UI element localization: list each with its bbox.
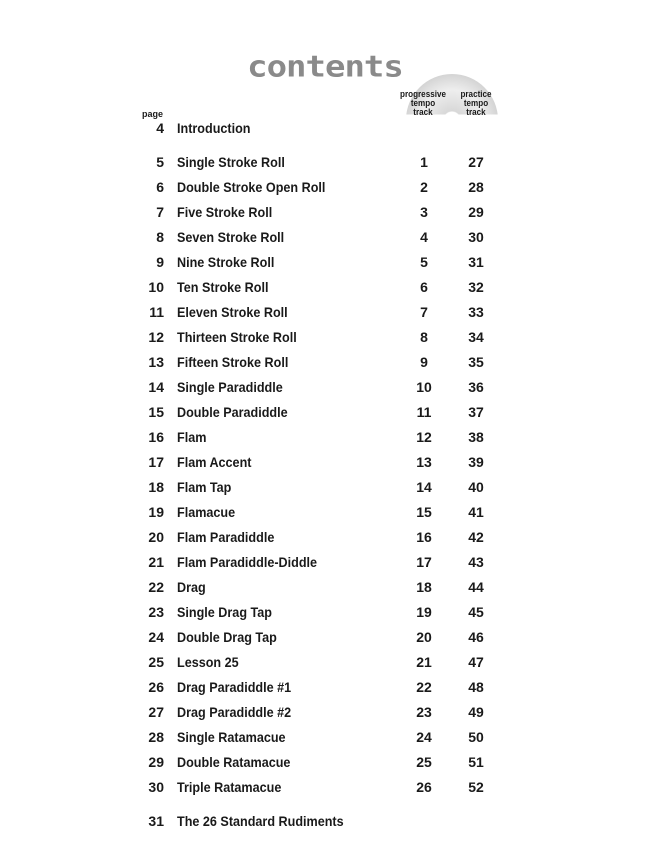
entry-title: Drag Paradiddle #1 (177, 679, 292, 695)
practice-track-number: 29 (468, 204, 484, 220)
toc-entry[interactable] (0, 178, 648, 196)
progressive-track-number: 17 (416, 554, 432, 570)
entry-title: Thirteen Stroke Roll (177, 329, 297, 345)
entry-title: Flam Paradiddle-Diddle (177, 554, 318, 570)
practice-track-number: 30 (468, 229, 484, 245)
practice-track-number: 37 (468, 404, 484, 420)
practice-track-number: 35 (468, 354, 484, 370)
page-number: 27 (148, 704, 164, 720)
page-number: 4 (156, 120, 164, 136)
page-number: 22 (148, 579, 164, 595)
toc-entry[interactable] (0, 453, 648, 471)
practice-track-number: 47 (468, 654, 484, 670)
toc-entry[interactable] (0, 628, 648, 646)
page-number: 21 (148, 554, 164, 570)
toc-entry[interactable] (0, 778, 648, 796)
page-number: 23 (148, 604, 164, 620)
page-number: 6 (156, 179, 164, 195)
practice-track-number: 34 (468, 329, 484, 345)
page-number: 5 (156, 154, 164, 170)
toc-entry[interactable] (0, 428, 648, 446)
practice-track-number: 31 (468, 254, 484, 270)
toc-entry[interactable] (0, 478, 648, 496)
practice-track-number: 45 (468, 604, 484, 620)
page-number: 28 (148, 729, 164, 745)
entry-title: Eleven Stroke Roll (177, 304, 288, 320)
entry-title: Flam Paradiddle (177, 529, 275, 545)
practice-track-header (456, 90, 496, 117)
entry-title: Lesson 25 (177, 654, 239, 670)
entry-title: Introduction (177, 120, 251, 136)
progressive-track-number: 26 (416, 779, 432, 795)
entry-title: Five Stroke Roll (177, 204, 273, 220)
page-number: 19 (148, 504, 164, 520)
toc-entry[interactable] (0, 503, 648, 521)
toc-entry[interactable] (0, 653, 648, 671)
header-line: progressive (400, 89, 446, 99)
toc-entry[interactable] (0, 528, 648, 546)
entry-title: Single Paradiddle (177, 379, 283, 395)
practice-track-number: 38 (468, 429, 484, 445)
progressive-track-number: 3 (420, 204, 428, 220)
practice-track-number: 41 (468, 504, 484, 520)
page-number: 20 (148, 529, 164, 545)
page-number: 16 (148, 429, 164, 445)
toc-entry[interactable] (0, 253, 648, 271)
page-number: 26 (148, 679, 164, 695)
toc-entry[interactable] (0, 553, 648, 571)
page-number: 18 (148, 479, 164, 495)
page-number: 31 (148, 813, 164, 829)
progressive-track-number: 14 (416, 479, 432, 495)
entry-title: Drag Paradiddle #2 (177, 704, 292, 720)
entry-title: Double Stroke Open Roll (177, 179, 326, 195)
progressive-track-number: 24 (416, 729, 432, 745)
page-number: 7 (156, 204, 164, 220)
toc-entry[interactable] (0, 353, 648, 371)
progressive-track-number: 9 (420, 354, 428, 370)
toc-entry[interactable] (0, 403, 648, 421)
entry-title: Double Ratamacue (177, 754, 291, 770)
progressive-track-number: 16 (416, 529, 432, 545)
page-number: 12 (148, 329, 164, 345)
outro-entry[interactable] (0, 812, 648, 830)
practice-track-number: 32 (468, 279, 484, 295)
header-line: track (466, 107, 486, 117)
practice-track-number: 40 (468, 479, 484, 495)
progressive-track-number: 19 (416, 604, 432, 620)
practice-track-number: 51 (468, 754, 484, 770)
entry-title: Flam Tap (177, 479, 232, 495)
progressive-track-number: 11 (416, 404, 432, 420)
toc-entry[interactable] (0, 678, 648, 696)
header-line: practice (460, 89, 492, 99)
progressive-track-number: 4 (420, 229, 428, 245)
entry-title: Ten Stroke Roll (177, 279, 269, 295)
practice-track-number: 49 (468, 704, 484, 720)
progressive-track-number: 15 (416, 504, 432, 520)
practice-track-number: 36 (468, 379, 484, 395)
toc-entry[interactable] (0, 578, 648, 596)
progressive-track-number: 20 (416, 629, 432, 645)
practice-track-number: 27 (468, 154, 484, 170)
progressive-track-number: 21 (416, 654, 432, 670)
entry-title: Single Stroke Roll (177, 154, 285, 170)
entry-title: Single Drag Tap (177, 604, 272, 620)
toc-entry[interactable] (0, 703, 648, 721)
entry-title: The 26 Standard Rudiments (177, 813, 344, 829)
toc-entry[interactable] (0, 328, 648, 346)
toc-entry[interactable] (0, 753, 648, 771)
toc-entry[interactable] (0, 153, 648, 171)
practice-track-number: 50 (468, 729, 484, 745)
progressive-track-number: 22 (416, 679, 432, 695)
entry-title: Triple Ratamacue (177, 779, 282, 795)
practice-track-number: 43 (468, 554, 484, 570)
entry-title: Single Ratamacue (177, 729, 286, 745)
practice-track-number: 48 (468, 679, 484, 695)
progressive-track-number: 5 (420, 254, 428, 270)
page-number: 10 (148, 279, 164, 295)
toc-entry[interactable] (0, 378, 648, 396)
page-number: 30 (148, 779, 164, 795)
toc-entry[interactable] (0, 303, 648, 321)
page-title: contents (247, 50, 403, 84)
toc-entry[interactable] (0, 603, 648, 621)
page-number: 17 (148, 454, 164, 470)
entry-title: Flamacue (177, 504, 236, 520)
page-number: 8 (156, 229, 164, 245)
practice-track-number: 28 (468, 179, 484, 195)
progressive-track-number: 6 (420, 279, 428, 295)
intro-entry[interactable] (0, 119, 648, 137)
page-number: 29 (148, 754, 164, 770)
entry-title: Nine Stroke Roll (177, 254, 275, 270)
page-number: 9 (156, 254, 164, 270)
page-number: 24 (148, 629, 164, 645)
header-line: tempo (463, 98, 489, 108)
page-number: 14 (148, 379, 164, 395)
header-line: tempo (410, 98, 436, 108)
entry-title: Seven Stroke Roll (177, 229, 285, 245)
progressive-track-number: 1 (420, 154, 428, 170)
page-number: 25 (148, 654, 164, 670)
page-number: 15 (148, 404, 164, 420)
practice-track-number: 44 (468, 579, 484, 595)
progressive-track-number: 2 (420, 179, 428, 195)
practice-track-number: 42 (468, 529, 484, 545)
progressive-track-number: 12 (416, 429, 432, 445)
practice-track-number: 52 (468, 779, 484, 795)
progressive-track-number: 25 (416, 754, 432, 770)
page-number: 13 (148, 354, 164, 370)
entry-title: Drag (177, 579, 206, 595)
progressive-track-number: 7 (420, 304, 428, 320)
progressive-track-number: 18 (416, 579, 432, 595)
practice-track-number: 46 (468, 629, 484, 645)
toc-entry[interactable] (0, 228, 648, 246)
header-line: track (413, 107, 433, 117)
page-column-label: page (142, 109, 164, 119)
progressive-track-number: 23 (416, 704, 432, 720)
entry-title: Double Drag Tap (177, 629, 277, 645)
entry-title: Flam Accent (177, 454, 252, 470)
progressive-track-number: 8 (420, 329, 428, 345)
progressive-track-header (399, 90, 448, 117)
entry-title: Double Paradiddle (177, 404, 288, 420)
page-number: 11 (149, 304, 164, 320)
toc-entry[interactable] (0, 278, 648, 296)
practice-track-number: 33 (468, 304, 484, 320)
entry-title: Flam (177, 429, 207, 445)
practice-track-number: 39 (468, 454, 484, 470)
toc-entry[interactable] (0, 728, 648, 746)
toc-entry[interactable] (0, 203, 648, 221)
progressive-track-number: 13 (416, 454, 432, 470)
progressive-track-number: 10 (416, 379, 432, 395)
entry-title: Fifteen Stroke Roll (177, 354, 289, 370)
